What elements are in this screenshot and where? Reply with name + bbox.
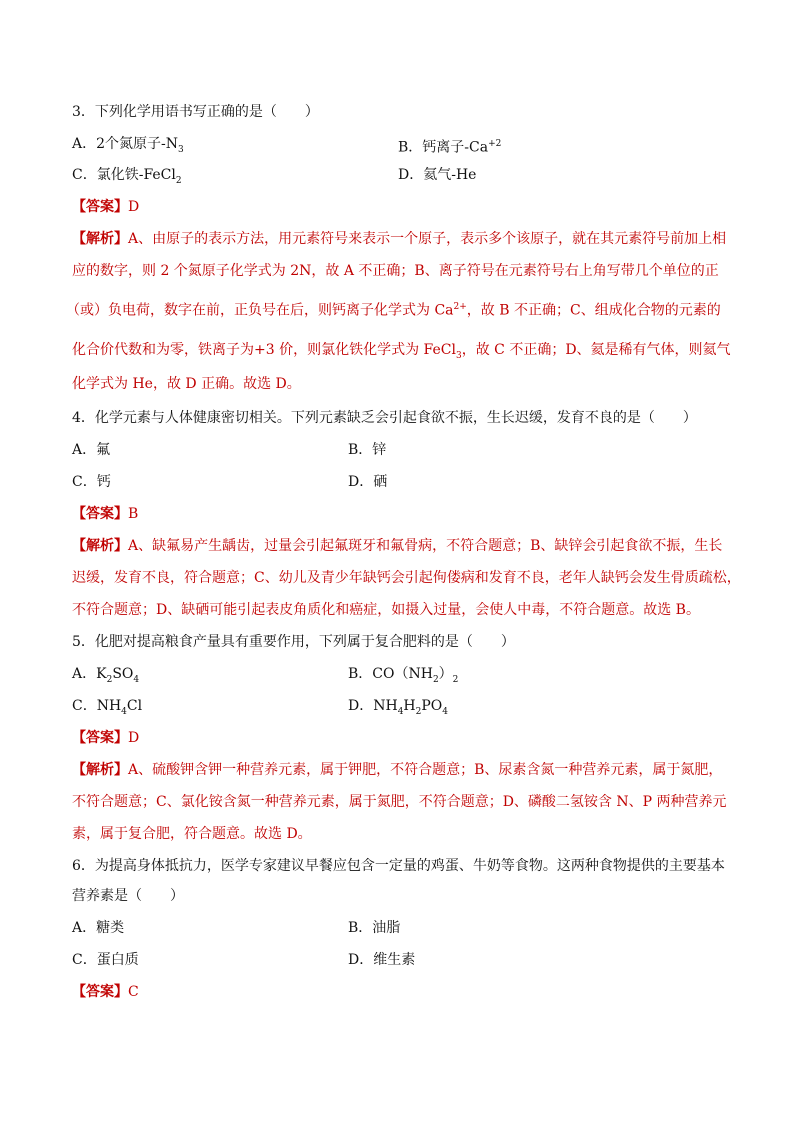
question-5-stem: 5．化肥对提高粮食产量具有重要作用，下列属于复合肥料的是（ ）	[72, 634, 515, 650]
question-5-option-d: D．$NH_4H_2PO_4$	[348, 698, 449, 717]
question-6-answer: 【答案】C	[72, 984, 139, 1000]
question-3-option-c: C．氯化铁-FeCl$_2$	[72, 167, 182, 186]
question-4-analysis-line-1: 【解析】A、缺氟易产生龋齿，过量会引起氟斑牙和氟骨病，不符合题意；B、缺锌会引起食欲不振，生长	[72, 538, 723, 554]
question-6-option-b: B．油脂	[348, 920, 401, 936]
question-3-analysis-line-4: 化合价代数和为零，铁离子为+3 价，则氯化铁化学式为 FeCl$_3$，故 C 不正确；D、氦是稀有气体，则氦气	[72, 342, 731, 361]
question-3-option-b: B．钙离子$-Ca^{+2}$	[398, 139, 502, 156]
question-4-analysis-line-3: 不符合题意；D、缺硒可能引起表皮角质化和癌症，如摄入过量，会使人中毒，不符合题意。故选 B。	[72, 602, 700, 618]
question-4-option-b: B．锌	[348, 442, 387, 458]
question-4-stem: 4．化学元素与人体健康密切相关。下列元素缺乏会引起食欲不振，生长迟缓，发育不良的是（ ）	[72, 410, 697, 426]
question-3-analysis-line-2: 应的数字，则 2 个氮原子化学式为 2N，故 A 不正确；B、离子符号在元素符号右上角写带几个单位的正	[72, 263, 719, 279]
question-4-answer: 【答案】B	[72, 506, 139, 522]
question-4-option-a: A．氟	[72, 442, 111, 458]
question-3-analysis-line-3: （或）负电荷，数字在前，正负号在后，则钙离子化学式为 $Ca^{2+}$，故 B 不正确；C、组成化合物的元素的	[66, 302, 721, 319]
question-5-option-b: B．$CO(NH_2)_2$	[348, 666, 459, 685]
question-6-option-a: A．糖类	[72, 920, 125, 936]
question-3-stem: 3．下列化学用语书写正确的是（ ）	[72, 104, 319, 120]
question-5-option-a: A．$K_2SO_4$	[72, 666, 140, 685]
question-4-option-d: D．硒	[348, 474, 388, 490]
question-5-option-c: C．$NH_4Cl$	[72, 698, 143, 717]
question-6-option-c: C．蛋白质	[72, 952, 139, 968]
question-3-option-d: D．氦气-He	[398, 167, 477, 183]
question-4-option-c: C．钙	[72, 474, 111, 490]
question-5-answer: 【答案】D	[72, 730, 140, 746]
question-3-option-a: A．2个氮原子$-N_3$	[72, 136, 184, 155]
question-5-analysis-line-2: 不符合题意；C、氯化铵含氮一种营养元素，属于氮肥，不符合题意；D、磷酸二氢铵含 N、P 两种营养元	[72, 794, 727, 810]
question-6-stem-line-2: 营养素是（ ）	[72, 888, 184, 904]
question-3-answer: 【答案】D	[72, 199, 140, 215]
question-5-analysis-line-1: 【解析】A、硫酸钾含钾一种营养元素，属于钾肥，不符合题意；B、尿素含氮一种营养元素，属于氮肥，	[72, 762, 723, 778]
question-3-analysis-line-1: 【解析】A、由原子的表示方法，用元素符号来表示一个原子，表示多个该原子，就在其元素符号前加上相	[72, 231, 727, 247]
question-6-stem-line-1: 6．为提高身体抵抗力，医学专家建议早餐应包含一定量的鸡蛋、牛奶等食物。这两种食物提供的主要基本	[72, 858, 725, 874]
question-5-analysis-line-3: 素，属于复合肥，符合题意。故选 D。	[72, 826, 312, 842]
question-6-option-d: D．维生素	[348, 952, 416, 968]
question-4-analysis-line-2: 迟缓，发育不良，符合题意；C、幼儿及青少年缺钙会引起佝偻病和发育不良，老年人缺钙会发生骨质疏松，	[72, 570, 741, 586]
question-3-analysis-line-5: 化学式为 He，故 D 正确。故选 D。	[72, 376, 301, 392]
